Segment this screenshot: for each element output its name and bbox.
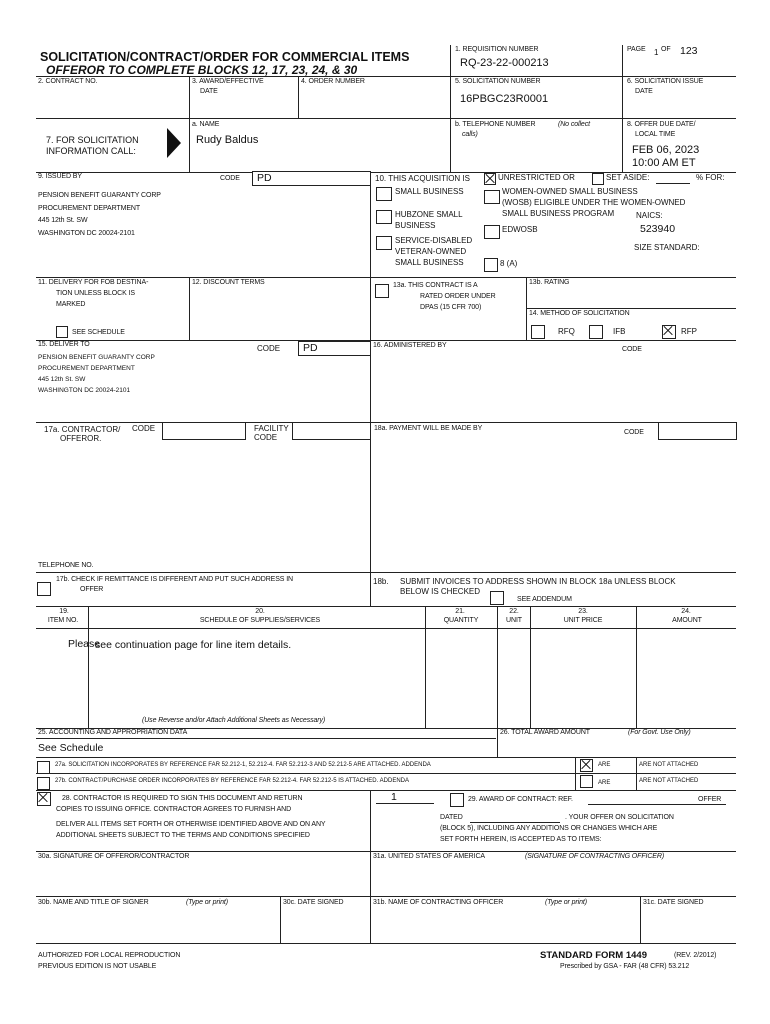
- copies-count[interactable]: 1: [391, 791, 397, 803]
- see-schedule-checkbox[interactable]: [56, 326, 68, 338]
- requisition-number[interactable]: RQ-23-22-000213: [460, 57, 549, 69]
- solicitation-number[interactable]: 16PBGC23R0001: [460, 93, 549, 105]
- percent-for-label: % FOR:: [696, 173, 725, 182]
- block-29-label-2: . YOUR OFFER ON SOLICITATION: [565, 814, 674, 821]
- block-14-label: 14. METHOD OF SOLICITATION: [529, 310, 630, 317]
- rfq-label: RFQ: [558, 327, 575, 336]
- block-10-label: 10. THIS ACQUISITION IS: [375, 174, 470, 183]
- block-6-label: 6. SOLICITATION ISSUE: [627, 78, 704, 85]
- page-number: 1: [654, 48, 659, 57]
- block-28-checkbox[interactable]: [37, 792, 51, 806]
- 8a-label: 8 (A): [500, 259, 518, 268]
- block-29-checkbox[interactable]: [450, 793, 464, 807]
- block-16-label: 16. ADMINISTERED BY: [373, 342, 447, 349]
- form-revision: (REV. 2/2012): [674, 952, 717, 959]
- page-of-label: OF: [661, 46, 671, 53]
- ifb-checkbox[interactable]: [589, 325, 603, 339]
- col-22-num: 22.: [509, 608, 519, 615]
- block-1-label: 1. REQUISITION NUMBER: [455, 46, 539, 53]
- block-2-label: 2. CONTRACT NO.: [38, 78, 98, 85]
- size-standard-label: SIZE STANDARD:: [634, 243, 700, 252]
- col-21-header: QUANTITY: [443, 617, 479, 624]
- block-7b-note: (No collect: [558, 121, 590, 128]
- wosb-label-2: (WOSB) ELIGIBLE UNDER THE WOMEN-OWNED: [502, 198, 686, 207]
- block-29-offer-label: OFFER: [698, 796, 722, 803]
- block-31b-label: 31b. NAME OF CONTRACTING OFFICER: [373, 899, 504, 906]
- sdvosb-label-3: SMALL BUSINESS: [395, 258, 464, 267]
- block-17b-label: 17b. CHECK IF REMITTANCE IS DIFFERENT AND PUT SUCH ADDRESS IN: [56, 576, 293, 583]
- set-aside-checkbox[interactable]: [592, 173, 604, 185]
- small-business-label: SMALL BUSINESS: [395, 187, 464, 196]
- block-31a-note: (SIGNATURE OF CONTRACTING OFFICER): [525, 853, 665, 860]
- col-20-num: 20.: [255, 608, 265, 615]
- naics-value[interactable]: 523940: [640, 223, 676, 235]
- col-19-num: 19.: [59, 608, 69, 615]
- block-15-code-label: CODE: [257, 344, 281, 353]
- block-28-label: 28. CONTRACTOR IS REQUIRED TO SIGN THIS DOCUMENT AND RETURN: [62, 795, 303, 802]
- payment-code-field[interactable]: [658, 422, 737, 440]
- block-9-code-label: CODE: [220, 175, 240, 182]
- block-15-code-field[interactable]: PD: [298, 341, 371, 356]
- block-13a-label: 13a. THIS CONTRACT IS A: [393, 282, 478, 289]
- accounting-data-value[interactable]: See Schedule: [38, 742, 104, 754]
- block-17a-code-label: CODE: [132, 424, 156, 433]
- previous-edition: PREVIOUS EDITION IS NOT USABLE: [38, 963, 157, 970]
- rfp-checkbox[interactable]: [662, 325, 676, 339]
- block-18a-code-label: CODE: [624, 429, 644, 436]
- block-13b-label: 13b. RATING: [529, 279, 570, 286]
- block-18b-label: SUBMIT INVOICES TO ADDRESS SHOWN IN BLOCK 18a UNLESS BLOCK: [400, 577, 676, 586]
- issued-by-address: PENSION BENEFIT GUARANTY CORP PROCUREMENT DEPARTMENT 445 12th St. SW WASHINGTON DC 20024-2101: [38, 192, 161, 237]
- page-total: 123: [680, 45, 698, 57]
- col-24-num: 24.: [681, 608, 691, 615]
- block-7-label: 7. FOR SOLICITATION: [46, 135, 139, 145]
- block-26-note: (For Govt. Use Only): [628, 729, 691, 736]
- edwosb-label: EDWOSB: [502, 225, 538, 234]
- page-label: PAGE: [627, 46, 646, 53]
- hubzone-checkbox[interactable]: [376, 210, 392, 224]
- facility-code-label-2: CODE: [254, 433, 278, 442]
- block-7-label-2: INFORMATION CALL:: [46, 146, 136, 156]
- block-27a-label: 27a. SOLICITATION INCORPORATES BY REFERENCE FAR 52.212-1, 52.212-4. FAR 52.212-3 AND 52.212-5 ARE ATTACHED. ADDENDA: [55, 762, 431, 768]
- block-18b-label-2: BELOW IS CHECKED: [400, 587, 481, 596]
- offer-due-date[interactable]: FEB 06, 2023: [632, 144, 700, 156]
- set-aside-label: SET ASIDE:: [606, 173, 650, 182]
- block-11-label-3: MARKED: [56, 301, 86, 308]
- facility-code-label: FACILITY: [254, 424, 289, 433]
- block-18a-label: 18a. PAYMENT WILL BE MADE BY: [374, 425, 483, 432]
- block-6-label-2: DATE: [635, 88, 653, 95]
- 8a-checkbox[interactable]: [484, 258, 498, 272]
- telephone-label: TELEPHONE NO.: [38, 562, 94, 569]
- col-19-header: ITEM NO.: [47, 617, 79, 624]
- block-29-label-3: (BLOCK 5), INCLUDING ANY ADDITIONS OR CHANGES WHICH ARE: [440, 825, 658, 832]
- col-24-header: AMOUNT: [672, 617, 702, 624]
- hubzone-label: HUBZONE SMALL: [395, 210, 463, 219]
- form-title: SOLICITATION/CONTRACT/ORDER FOR COMMERCIAL ITEMS: [40, 50, 410, 64]
- facility-code-field[interactable]: [292, 422, 371, 440]
- small-business-checkbox[interactable]: [376, 187, 392, 201]
- wosb-label: WOMEN-OWNED SMALL BUSINESS: [502, 187, 638, 196]
- naics-label: NAICS:: [636, 211, 663, 220]
- offeror-signature-field[interactable]: [38, 866, 368, 894]
- block-7b-label: b. TELEPHONE NUMBER: [455, 121, 536, 128]
- item-description-cell: see continuation page for line item details.: [95, 639, 292, 651]
- block-26-label: 26. TOTAL AWARD AMOUNT: [500, 729, 590, 736]
- arrow-right-icon: [167, 128, 183, 158]
- unrestricted-checkbox[interactable]: [484, 173, 496, 185]
- block-16-code-label: CODE: [622, 346, 642, 353]
- 27b-checkbox[interactable]: [37, 777, 50, 790]
- wosb-label-3: SMALL BUSINESS PROGRAM: [502, 209, 615, 218]
- block-13a-label-2: RATED ORDER UNDER: [420, 293, 496, 300]
- block-18b-num: 18b.: [373, 577, 389, 586]
- block-28-label-3: DELIVER ALL ITEMS SET FORTH OR OTHERWISE IDENTIFIED ABOVE AND ON ANY: [56, 821, 326, 828]
- sdvosb-label-2: VETERAN-OWNED: [395, 247, 467, 256]
- block-31b-note: (Type or print): [545, 899, 587, 906]
- unrestricted-label: UNRESTRICTED OR: [498, 173, 575, 182]
- deliver-to-address: PENSION BENEFIT GUARANTY CORP PROCUREMENT DEPARTMENT 445 12th St. SW WASHINGTON DC 20024-2101: [38, 354, 155, 394]
- 27b-are-checkbox[interactable]: [580, 775, 593, 788]
- block-30b-note: (Type or print): [186, 899, 228, 906]
- block-27b-label: 27b. CONTRACT/PURCHASE ORDER INCORPORATES BY REFERENCE FAR 52.212-4. FAR 52.212-5 IS ATTACHED. ADDENDA: [55, 778, 409, 784]
- rfp-label: RFP: [681, 327, 697, 336]
- block-28-label-2: COPIES TO ISSUING OFFICE. CONTRACTOR AGREES TO FURNISH AND: [56, 806, 292, 813]
- set-aside-percent-field[interactable]: [656, 183, 690, 184]
- 27a-are-not-label: ARE NOT ATTACHED: [639, 762, 699, 768]
- block-31a-label: 31a. UNITED STATES OF AMERICA: [373, 853, 485, 860]
- col-23-header: UNIT PRICE: [563, 617, 603, 624]
- hubzone-label-2: BUSINESS: [395, 221, 436, 230]
- contact-name[interactable]: Rudy Baldus: [196, 134, 259, 146]
- 27b-are-not-label: ARE NOT ATTACHED: [639, 778, 699, 784]
- 27a-checkbox[interactable]: [37, 761, 50, 774]
- 27b-are-label: ARE: [598, 780, 611, 786]
- block-29-label-4: SET FORTH HEREIN, IS ACCEPTED AS TO ITEMS:: [440, 836, 602, 843]
- form-subtitle: OFFEROR TO COMPLETE BLOCKS 12, 17, 23, 24, & 30: [46, 63, 358, 77]
- block-5-label: 5. SOLICITATION NUMBER: [455, 78, 541, 85]
- block-11-label: 11. DELIVERY FOR FOB DESTINA-: [38, 279, 149, 286]
- block-8-label: 8. OFFER DUE DATE/: [627, 121, 696, 128]
- block-12-label: 12. DISCOUNT TERMS: [192, 279, 265, 286]
- rated-order-checkbox[interactable]: [375, 284, 389, 298]
- block-17a-label: 17a. CONTRACTOR/: [44, 425, 121, 434]
- block-15-label: 15. DELIVER TO: [38, 341, 90, 348]
- 27a-are-label: ARE: [598, 762, 611, 768]
- block-3-label-2: DATE: [200, 88, 218, 95]
- block-7b-note-2: calls): [462, 131, 478, 138]
- block-25-label: 25. ACCOUNTING AND APPROPRIATION DATA: [38, 729, 188, 736]
- remittance-checkbox[interactable]: [37, 582, 51, 596]
- ifb-label: IFB: [613, 327, 626, 336]
- col-21-num: 21.: [455, 608, 465, 615]
- 27a-are-checkbox[interactable]: [580, 759, 593, 772]
- prescribed-by: Prescribed by GSA - FAR (48 CFR) 53.212: [560, 963, 690, 970]
- block-8-label-2: LOCAL TIME: [635, 131, 676, 138]
- contractor-code-field[interactable]: [162, 422, 246, 440]
- see-addendum-label: SEE ADDENDUM: [517, 596, 572, 603]
- see-schedule-label: SEE SCHEDULE: [72, 329, 125, 336]
- block-29-dated-label: DATED: [440, 814, 463, 821]
- item-number-cell: Please: [68, 638, 101, 650]
- block-30c-label: 30c. DATE SIGNED: [283, 899, 344, 906]
- block-7a-label: a. NAME: [192, 121, 220, 128]
- block-28-label-4: ADDITIONAL SHEETS SUBJECT TO THE TERMS AND CONDITIONS SPECIFIED: [56, 832, 310, 839]
- block-29-label: 29. AWARD OF CONTRACT: REF.: [468, 796, 573, 803]
- sdvosb-label: SERVICE-DISABLED: [395, 236, 473, 245]
- see-addendum-checkbox[interactable]: [490, 591, 504, 605]
- sdvosb-checkbox[interactable]: [376, 236, 392, 250]
- rfq-checkbox[interactable]: [531, 325, 545, 339]
- block-13a-label-3: DPAS (15 CFR 700): [420, 304, 482, 311]
- col-22-header: UNIT: [506, 617, 522, 624]
- contracting-officer-signature-field[interactable]: [373, 866, 733, 894]
- block-4-label: 4. ORDER NUMBER: [301, 78, 365, 85]
- block-31c-label: 31c. DATE SIGNED: [643, 899, 704, 906]
- block-17a-label-2: OFFEROR.: [60, 434, 102, 443]
- col-20-header: SCHEDULE OF SUPPLIES/SERVICES: [199, 617, 321, 624]
- block-11-label-2: TION UNLESS BLOCK IS: [56, 290, 135, 297]
- col-23-num: 23.: [578, 608, 588, 615]
- offer-due-time[interactable]: 10:00 AM ET: [632, 157, 696, 169]
- block-30b-label: 30b. NAME AND TITLE OF SIGNER: [38, 899, 149, 906]
- wosb-checkbox[interactable]: [484, 190, 500, 204]
- reverse-note: (Use Reverse and/or Attach Additional Sheets as Necessary): [142, 717, 326, 724]
- block-30a-label: 30a. SIGNATURE OF OFFEROR/CONTRACTOR: [38, 853, 190, 860]
- block-17b-label-2: OFFER: [80, 586, 104, 593]
- block-9-code-field[interactable]: PD: [252, 171, 371, 186]
- authorized-reproduction: AUTHORIZED FOR LOCAL REPRODUCTION: [38, 952, 181, 959]
- block-9-label: 9. ISSUED BY: [38, 173, 82, 180]
- block-3-label: 3. AWARD/EFFECTIVE: [192, 78, 264, 85]
- form-number: STANDARD FORM 1449: [540, 950, 647, 961]
- edwosb-checkbox[interactable]: [484, 225, 500, 239]
